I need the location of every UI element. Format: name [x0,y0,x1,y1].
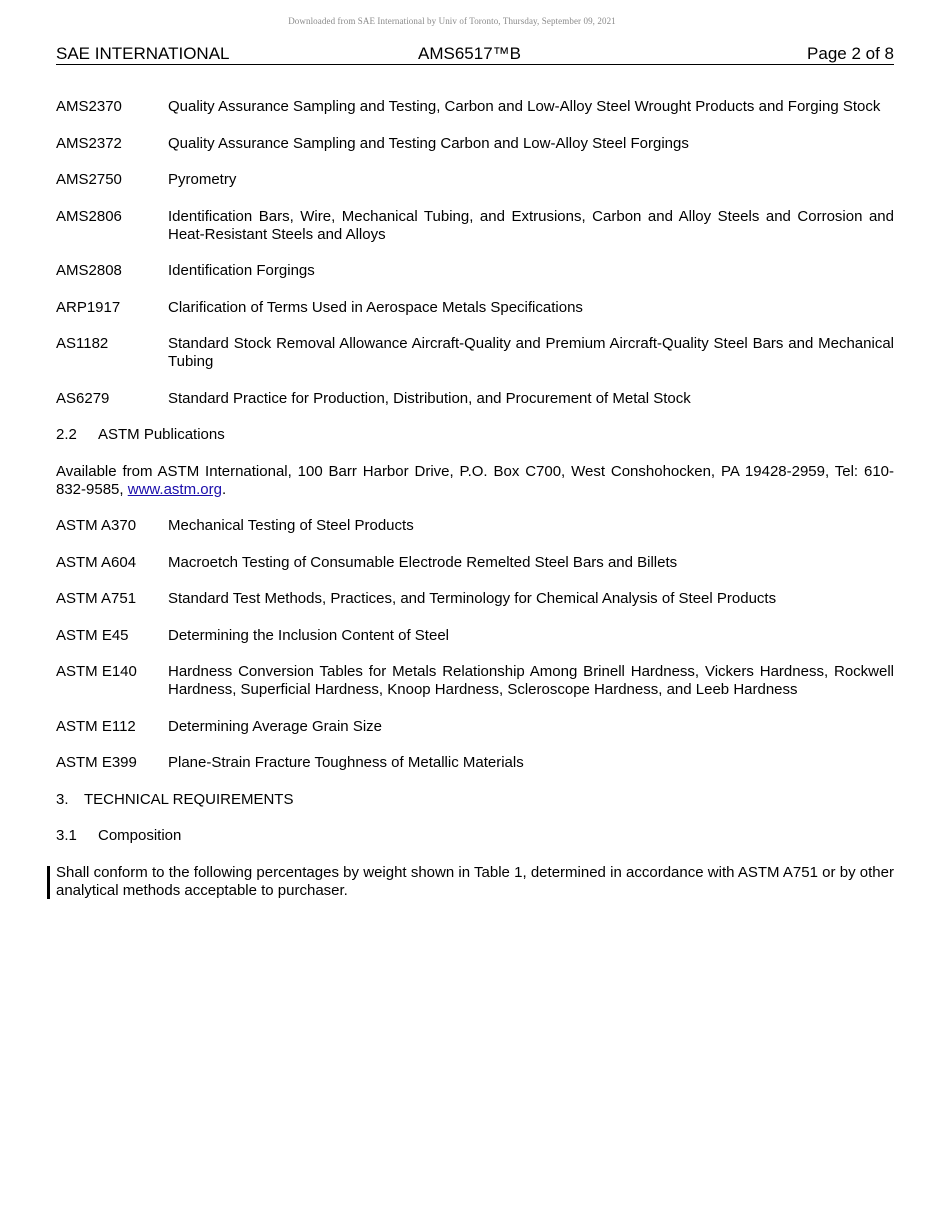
reference-title: Pyrometry [168,171,237,188]
astm-availability-paragraph [56,463,894,499]
section-title: ASTM Publications [98,426,225,443]
reference-entry [56,262,894,280]
header-organization: SAE INTERNATIONAL [56,44,230,63]
section-heading-technical-requirements [56,791,894,809]
reference-entry [56,718,894,736]
revision-change-bar [47,866,50,899]
reference-title: Macroetch Testing of Consumable Electrode Remelted Steel Bars and Billets [168,553,678,571]
reference-code: AMS2370 [56,98,122,115]
download-notice: Downloaded from SAE International by Univ of Toronto, Thursday, September 09, 2021 [288,16,616,26]
reference-title: Hardness Conversion Tables for Metals Relationship Among Brinell Hardness, Vickers Hardness, Rockwell Hardness, Superficial Hardness, Knoop Hardness, Scleroscope Hardness, and Leeb Hardness [168,663,894,698]
header-page-number: Page 2 of 8 [807,44,894,63]
reference-title: Identification Forgings [168,262,315,279]
reference-entry [56,663,894,699]
reference-code: ASTM A370 [56,517,137,534]
reference-title: Standard Test Methods, Practices, and Terminology for Chemical Analysis of Steel Products [168,590,777,607]
reference-entry [56,754,894,772]
reference-entry [56,299,894,317]
reference-title: Quality Assurance Sampling and Testing Carbon and Low-Alloy Steel Forgings [168,134,689,152]
reference-entry [56,590,894,608]
reference-entry [56,171,894,189]
reference-code: AMS2372 [56,134,122,152]
page-header [56,44,894,65]
section-heading-astm [56,426,894,444]
reference-code: ASTM A751 [56,590,137,607]
reference-entry [56,627,894,645]
reference-code: AMS2808 [56,262,122,279]
reference-title: Determining Average Grain Size [168,717,382,735]
composition-paragraph [56,864,894,900]
availability-text: Available from ASTM International, 100 Barr Harbor Drive, P.O. Box C700, West Conshohocken, PA 19428-2959, Tel: 610-832-9585, [56,462,894,498]
reference-entry [56,390,894,408]
section-number: 2.2 [56,426,77,443]
reference-title: Determining the Inclusion Content of Steel [168,626,449,644]
reference-code: AMS2750 [56,171,122,188]
reference-title: Quality Assurance Sampling and Testing, Carbon and Low-Alloy Steel Wrought Products and Forging Stock [168,98,881,115]
section-number: 3. [56,790,69,808]
reference-code: AMS2806 [56,207,122,225]
header-document-number: AMS6517™B [418,44,521,63]
reference-title: Standard Practice for Production, Distribution, and Procurement of Metal Stock [168,389,691,407]
availability-trailing: . [221,480,227,498]
section-heading-composition [56,827,894,845]
composition-text: Shall conform to the following percentages by weight shown in Table 1, determined in accordance with ASTM A751 or by other analytical methods acceptable to purchaser. [56,863,894,899]
reference-code: ASTM E140 [56,663,137,680]
section-title: TECHNICAL REQUIREMENTS [84,790,294,808]
reference-entry [56,517,894,535]
reference-title: Identification Bars, Wire, Mechanical Tubing, and Extrusions, Carbon and Alloy Steels and Corrosion and Heat-Resistant Steels and Alloys [168,207,894,243]
astm-website-link[interactable]: www.astm.org [127,480,222,498]
reference-entry [56,335,894,371]
document-body [56,98,894,918]
reference-code: ASTM E45 [56,626,129,644]
reference-entry [56,554,894,572]
reference-entry [56,208,894,244]
reference-code: AS1182 [56,335,109,352]
reference-title: Standard Stock Removal Allowance Aircraft-Quality and Premium Aircraft-Quality Steel Bars and Mechanical Tubing [168,335,894,370]
reference-entry [56,98,894,116]
reference-code: ASTM A604 [56,553,137,571]
reference-title: Plane-Strain Fracture Toughness of Metallic Materials [168,754,524,771]
reference-title: Mechanical Testing of Steel Products [168,517,414,534]
reference-code: AS6279 [56,389,110,407]
section-number: 3.1 [56,827,77,844]
reference-entry [56,135,894,153]
reference-title: Clarification of Terms Used in Aerospace Metals Specifications [168,298,583,316]
reference-code: ARP1917 [56,298,121,316]
reference-code: ASTM E399 [56,754,137,771]
section-title: Composition [98,827,182,844]
reference-code: ASTM E112 [56,717,136,735]
